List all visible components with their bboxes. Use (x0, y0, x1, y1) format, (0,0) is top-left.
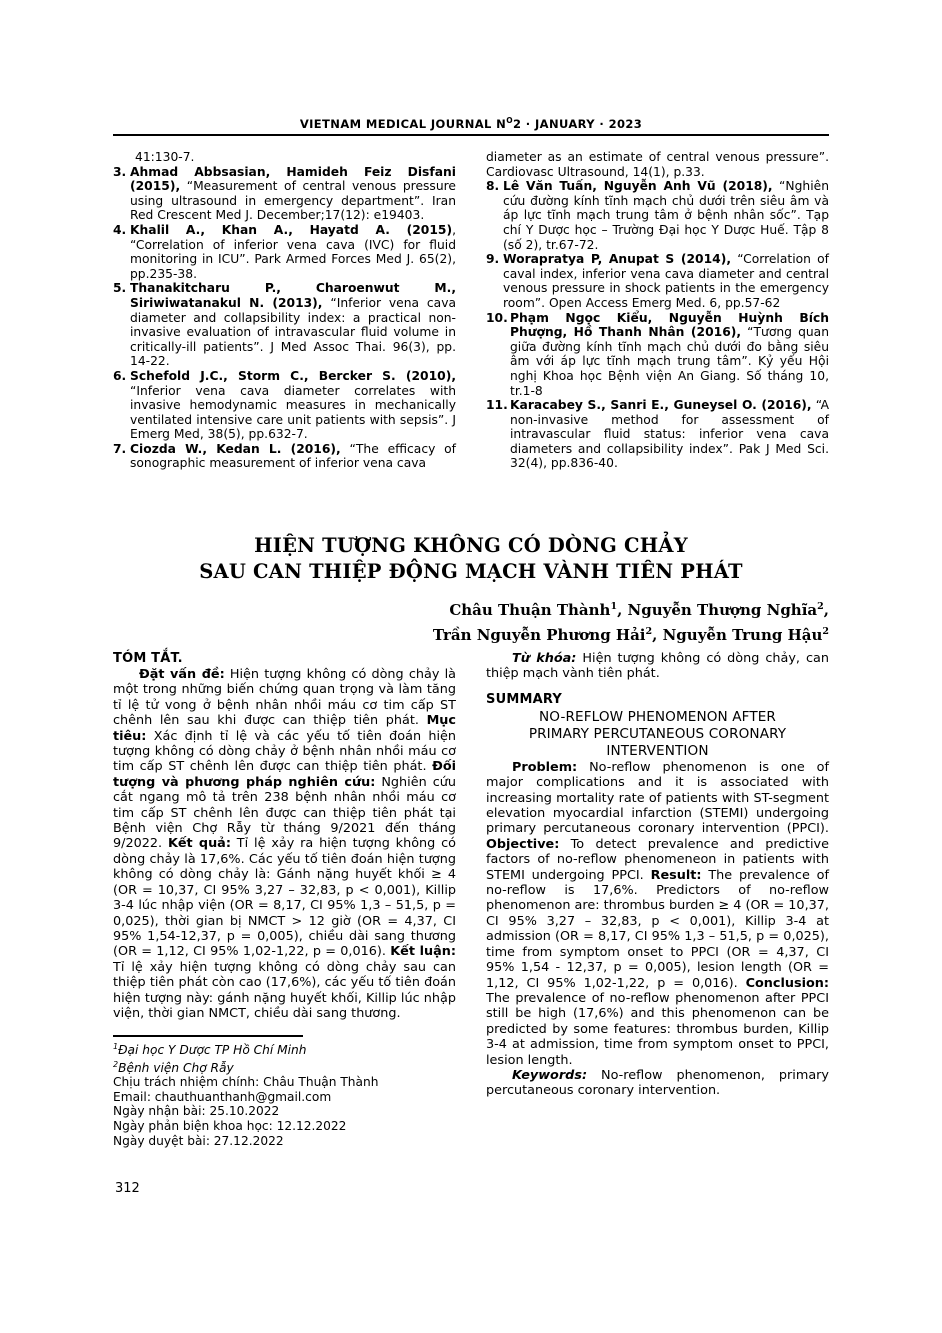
reference-detail: “Inferior vena cava diameter correlates with invasive hemodynamic measures in mechanically ventilated intensive care unit patients with sepsis”. J Emerg Med, 38(5), pp.632-7. (130, 383, 456, 442)
reference-text (130, 281, 456, 369)
references-left-column (113, 150, 456, 471)
author-affiliation-marker: 2 (817, 601, 824, 612)
label-dat-van-de: Đặt vấn đề: (139, 667, 225, 682)
references-section (113, 150, 829, 471)
date-reviewed: Ngày phản biện khoa học: 12.12.2022 (113, 1119, 347, 1134)
journal-header-part1: VIETNAM MEDICAL JOURNAL N (299, 116, 507, 131)
reference-item (113, 281, 456, 369)
label-ket-qua: Kết quả: (167, 836, 231, 852)
text-objective: To detect prevalence and predictive factors of no-reflow phenomeneon in patients with STEMI undergoing PPCI. (486, 836, 829, 883)
article-body (113, 651, 829, 1148)
text-tu-khoa: Hiện tượng không có dòng chảy, can thiệp mạch vành tiên phát. (486, 651, 829, 682)
summary-body (486, 760, 829, 1068)
reference-text (130, 165, 456, 223)
label-muc-tieu: Mục tiêu: (113, 713, 456, 744)
corresponding-email: Email: chauthuanthanh@gmail.com (113, 1089, 332, 1104)
reference-number: 8. (486, 179, 500, 194)
author-affiliation-marker: 1 (610, 601, 618, 612)
text-ket-qua: Tỉ lệ xảy ra hiện tượng không có dòng chảy là 17,6%. Các yếu tố tiên đoán hiện tượng không có dòng chảy là: Gánh nặng huyết khối ≥ 4 (OR = 10,37, CI 95% 3,27 – 32,83, p < 0,001), Killip 3-4 lúc nhập viện (OR = 8,17, CI 95% 1,3 – 51,5, p = 0,025), thời gian bị NMCT > 12 giờ (OR = 4,37, CI 95% 1,54-12,37, p = 0,005), chiều dài sang thương (OR = 1,12, CI 95% 1,02-1,22, p = 0,016). (113, 836, 456, 960)
corresponding-author: Chịu trách nhiệm chính: Châu Thuận Thành (113, 1075, 379, 1090)
reference-authors: Ahmad Abbsasian, Hamideh Feiz Disfani (2015), (130, 164, 456, 194)
author-separator: , (823, 601, 829, 619)
reference-detail: “A non-invasive method for assessment of intravascular fluid status: inferior vena cava diameters and collapsibility index”. Pak J Med Sci. 32(4), pp.836-40. (510, 398, 829, 471)
abstract-vi-heading (113, 651, 456, 666)
journal-header-part2: 2 · JANUARY · 2023 (512, 116, 643, 131)
reference-item (113, 442, 456, 471)
author-affiliation-marker: 2 (822, 626, 829, 637)
english-title-line-1: NO-REFLOW PHENOMENON AFTER (539, 708, 776, 725)
affiliation-1 (113, 1040, 456, 1058)
journal-running-header (113, 116, 829, 131)
label-tu-khoa: Từ khóa: (512, 651, 577, 666)
affiliation-1-marker: 1 (113, 1041, 119, 1051)
label-ket-luan: Kết luận: (390, 944, 457, 960)
text-dat-van-de: Hiện tượng không có dòng chảy là một trong những biến chứng quan trọng và làm tăng tỉ lệ tử vong ở bệnh nhân nhồi máu cơ tim cấp ST chênh lên sau khi được can thiệp tiên phát. (113, 667, 456, 729)
reference-item (486, 398, 829, 471)
text-problem: No-reflow phenomenon is one of major complications and it is associated with increasing mortality rate of patients with ST-segment elevation myocardial infarction (STEMI) undergoing primary percutaneous coronary intervention (PPCI). (486, 759, 829, 837)
reference-detail: “Correlation of caval index, inferior vena cava diameter and central venous pressure in shock patients in the emergency room”. Open Access Emerg Med. 6, pp.57-62 (503, 252, 829, 310)
abstract-vi-heading-suffix: . (177, 651, 183, 666)
references-right-column (486, 150, 829, 471)
reference-authors: Thanakitcharu P., Charoenwut M., Siriwiwatanakul N. (2013), (130, 281, 456, 310)
reference-authors: Schefold J.C., Storm C., Bercker S. (2010), (130, 368, 456, 383)
abstract-vi-keywords (486, 651, 829, 682)
text-result: The prevalence of no-reflow is 17,6%. Predictors of no-reflow phenomenon are: thrombus burden ≥ 4 (OR = 10,37, CI 95% 3,27 – 32,83, p < 0,001), Killip 3-4 at admission (OR = 8,17, CI 95% 1,3 – 51,5, p = 0,025), time from symptom onset to PPCI (OR = 4,37, CI 95% 1,54 - 12,37, p = 0,005), lesion length (OR = 1,12, CI 95% 1,02-1,22, p = 0,016). (486, 867, 829, 991)
reference-number: 10. (486, 310, 508, 325)
article-title-line-1: HIỆN TƯỢNG KHÔNG CÓ DÒNG CHẢY (254, 534, 688, 557)
affiliation-1-text: Đại học Y Dược TP Hồ Chí Minh (118, 1043, 307, 1057)
reference-item (486, 311, 829, 399)
reference-authors: Phạm Ngọc Kiểu, Nguyễn Huỳnh Bích Phượng, Hồ Thanh Nhân (2016), (510, 310, 829, 340)
reference-authors: Lê Văn Tuấn, Nguyễn Anh Vũ (2018), (503, 179, 773, 194)
article-title-line-2: SAU CAN THIỆP ĐỘNG MẠCH VÀNH TIÊN PHÁT (199, 560, 743, 583)
text-doi-tuong-phuong-phap: Nghiên cứu cắt ngang mô tả trên 238 bệnh nhân nhồi máu cơ tim cấp ST chênh lên được can thiệp tiên phát tại Bệnh viện Chợ Rẫy từ tháng 9/2021 đến tháng 9/2022. (113, 774, 456, 852)
reference-detail: “The efficacy of sonographic measurement of inferior vena cava (130, 441, 457, 471)
footnote-block (113, 1040, 456, 1148)
abstract-vi-body (113, 667, 456, 1021)
text-keywords: No-reflow phenomenon, primary percutaneous coronary intervention. (486, 1067, 829, 1099)
reference-item (113, 369, 456, 442)
header-divider-rule (113, 134, 829, 136)
reference-detail: “Measurement of central venous pressure using ultrasound in emergency department”. Iran Red Crescent Med J. December;17(12): e19403. (130, 179, 456, 223)
article-authors (113, 596, 829, 646)
reference-text (510, 311, 829, 399)
reference-number: 11. (486, 398, 508, 413)
reference-detail: “Inferior vena cava diameter and collapsibility index: a practical non-invasive evaluation of intravascular fluid volume in critically-ill patients”. J Med Assoc Thai. 96(3), pp. 14-22. (130, 295, 457, 369)
reference-number: 3. (113, 164, 127, 179)
reference-text (503, 179, 829, 252)
reference-number: 5. (113, 281, 127, 296)
affiliation-2-marker: 2 (113, 1059, 119, 1069)
author-name: , Nguyễn Trung Hậu (652, 626, 823, 644)
author-name: Trần Nguyễn Phương Hải (432, 626, 646, 644)
reference-number: 7. (113, 441, 127, 456)
author-name: Châu Thuận Thành (449, 601, 611, 619)
footnote-divider-rule (113, 1035, 303, 1037)
reference-continuation-left: 41:130-7. (135, 150, 195, 164)
reference-item (113, 165, 456, 223)
reference-item (486, 252, 829, 310)
reference-text (130, 223, 456, 281)
article-title (113, 533, 829, 585)
reference-text (130, 442, 456, 471)
label-objective: Objective: (486, 836, 560, 852)
summary-heading: SUMMARY (486, 691, 562, 707)
reference-continuation-right: diameter as an estimate of central venous pressure”. Cardiovasc Ultrasound, 14(1), p.33. (486, 150, 829, 179)
reference-text (503, 252, 829, 310)
label-keywords: Keywords: (512, 1067, 588, 1083)
author-line-1 (113, 596, 829, 621)
text-ket-luan: Tỉ lệ xảy hiện tượng không có dòng chảy sau can thiệp tiên phát còn cao (17,6%), các yếu tố tiên đoán hiện tượng này: gánh nặng huyết khối, Killip lúc nhập viện, thời gian NMCT, chiều dài sang thương. (113, 959, 456, 1021)
reference-item (113, 223, 456, 281)
reference-authors: Khalil A., Khan A., Hayatd A. (2015) (130, 222, 453, 237)
affiliation-2 (113, 1058, 456, 1076)
reference-number: 9. (486, 252, 500, 267)
affiliation-2-text: Bệnh viện Chợ Rẫy (118, 1060, 234, 1075)
label-result: Result: (650, 867, 702, 883)
reference-authors: Worapratya P, Anupat S (2014), (503, 252, 731, 267)
english-title-line-2: PRIMARY PERCUTANEOUS CORONARY (528, 725, 787, 742)
author-affiliation-marker: 2 (645, 626, 653, 637)
reference-authors: Karacabey S., Sanri E., Guneysel O. (2016), (510, 398, 812, 413)
date-received: Ngày nhận bài: 25.10.2022 (113, 1104, 280, 1119)
reference-text (130, 369, 456, 442)
reference-detail: “Nghiên cứu đường kính tĩnh mạch chủ dưới trên siêu âm và áp lực tĩnh mạch trung tâm ở bệnh nhân sốc”. Tạp chí Y Dược học – Trường Đại học Y Dược Huế. Tập 8 (số 2), tr.67-72. (503, 179, 829, 252)
english-title (486, 709, 829, 760)
label-doi-tuong-phuong-phap: Đối tượng và phương pháp nghiên cứu: (113, 759, 456, 790)
label-problem: Problem: (512, 759, 578, 775)
abstract-vietnamese-column (113, 651, 456, 1148)
reference-number: 6. (113, 368, 127, 383)
text-conclusion: The prevalence of no-reflow phenomenon after PPCI still be high (17,6%) and this phenomenon can be predicted by some features: thrombus burden, Killip 3-4 at admission, time from symptom onset to PPCI, lesion length. (486, 990, 829, 1068)
page-number: 312 (115, 1181, 140, 1196)
abstract-vi-heading-text: TÓM TẮT (113, 651, 178, 666)
author-line-2 (113, 621, 829, 646)
summary-keywords (486, 1068, 829, 1099)
reference-authors: Ciozda W., Kedan L. (2016), (130, 441, 341, 456)
reference-detail: “Tương quan giữa đường kính tĩnh mạch chủ dưới đo bằng siêu âm với áp lực tĩnh mạch trung tâm”. Kỷ yếu Hội nghị Khoa học Bệnh viện An Giang. Số tháng 10, tr.1-8 (510, 325, 829, 398)
label-conclusion: Conclusion: (745, 975, 829, 991)
reference-item (486, 179, 829, 252)
english-title-line-3: INTERVENTION (606, 742, 709, 759)
abstract-english-column (486, 651, 829, 1148)
text-muc-tieu: Xác định tỉ lệ và các yếu tố tiên đoán hiện tượng không có dòng chảy ở bệnh nhân nhồi máu cơ tim cấp ST chênh lên được can thiệp tiên phát. (113, 728, 456, 775)
reference-text (510, 398, 829, 471)
reference-detail: , “Correlation of inferior vena cava (IVC) for fluid monitoring in ICU”. Park Armed Forces Med J. 65(2), pp.235-38. (130, 222, 456, 281)
journal-header-superscript: O (506, 116, 513, 125)
author-name: , Nguyễn Thượng Nghĩa (617, 601, 818, 619)
reference-number: 4. (113, 222, 127, 237)
date-accepted: Ngày duyệt bài: 27.12.2022 (113, 1133, 284, 1148)
